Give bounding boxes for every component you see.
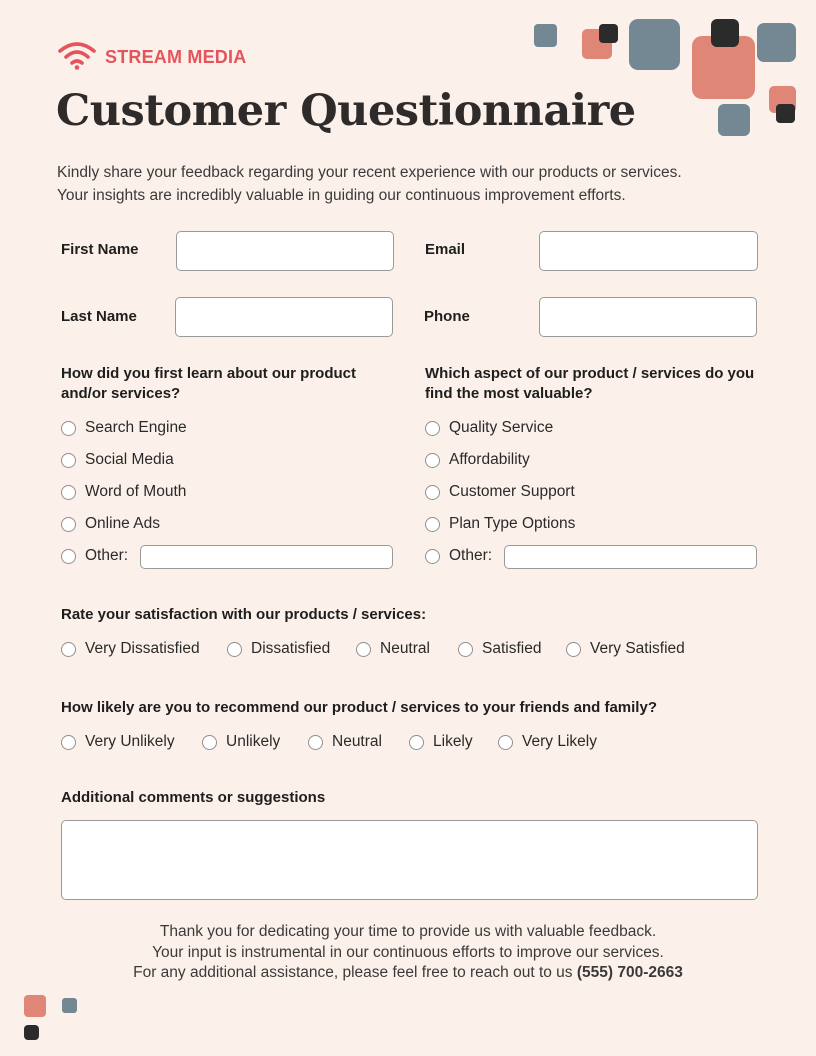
deco-square (757, 23, 796, 62)
footer-line: Thank you for dedicating your time to provide us with valuable feedback. (159, 923, 657, 940)
phone-label: Phone (424, 308, 470, 325)
footer-line: Your input is instrumental in our continuous efforts to improve our services. (152, 943, 664, 961)
radio-button[interactable] (61, 642, 76, 657)
satisfaction-option[interactable] (227, 640, 330, 658)
aspect-option[interactable] (425, 451, 530, 469)
aspect-option[interactable] (425, 419, 553, 437)
radio-button[interactable] (566, 642, 581, 657)
learn-other-field[interactable] (140, 545, 393, 569)
radio-button[interactable] (202, 735, 217, 750)
learn-option[interactable] (61, 419, 187, 437)
radio-button[interactable] (61, 735, 76, 750)
satisfaction-option[interactable] (458, 640, 541, 658)
option-label: Quality Service (449, 419, 554, 436)
option-label: Dissatisfied (251, 640, 331, 657)
wifi-icon (57, 40, 97, 75)
radio-button[interactable] (425, 549, 440, 564)
learn-option[interactable] (61, 451, 174, 469)
email-field[interactable] (539, 231, 758, 271)
last-name-field[interactable] (175, 297, 393, 337)
deco-square (62, 998, 77, 1013)
first-name-field[interactable] (176, 231, 394, 271)
option-label: Satisfied (482, 640, 542, 657)
option-label: Social Media (85, 451, 174, 468)
first-name-label: First Name (61, 241, 139, 258)
radio-button[interactable] (356, 642, 371, 657)
brand-name: STREAM MEDIA (105, 47, 247, 67)
deco-square (776, 104, 795, 123)
footer-text (0, 922, 816, 984)
intro-line: Your insights are incredibly valuable in guiding our continuous improvement efforts. (57, 187, 626, 204)
radio-button[interactable] (425, 517, 440, 532)
recommend-option[interactable] (409, 733, 473, 751)
radio-button[interactable] (61, 421, 76, 436)
radio-button[interactable] (61, 485, 76, 500)
aspect-option[interactable] (425, 483, 575, 501)
deco-square (534, 24, 557, 47)
radio-button[interactable] (227, 642, 242, 657)
option-label: Plan Type Options (449, 515, 576, 532)
radio-button[interactable] (458, 642, 473, 657)
option-label: Very Satisfied (590, 640, 685, 657)
deco-square (718, 104, 750, 136)
brand-logo (57, 40, 246, 75)
recommend-option[interactable] (61, 733, 175, 751)
aspect-option[interactable] (425, 515, 575, 533)
deco-square (599, 24, 618, 43)
last-name-label: Last Name (61, 308, 137, 325)
recommend-question: How likely are you to recommend our product / services to your friends and family? (61, 699, 657, 716)
satisfaction-option[interactable] (61, 640, 200, 658)
footer-phone: (555) 700-2663 (576, 964, 683, 981)
radio-button[interactable] (61, 453, 76, 468)
phone-field[interactable] (539, 297, 757, 337)
aspect-option-other[interactable] (425, 547, 492, 565)
option-label: Neutral (380, 640, 430, 657)
radio-button[interactable] (425, 485, 440, 500)
radio-button[interactable] (308, 735, 323, 750)
option-label: Neutral (332, 733, 382, 750)
deco-square (24, 1025, 39, 1040)
learn-option[interactable] (61, 515, 160, 533)
option-label: Other: (85, 547, 129, 564)
option-label: Likely (433, 733, 473, 750)
deco-square (24, 995, 46, 1017)
option-label: Word of Mouth (85, 483, 187, 500)
option-label: Very Unlikely (85, 733, 175, 750)
recommend-option[interactable] (308, 733, 382, 751)
intro-line: Kindly share your feedback regarding your recent experience with our products or services. (57, 164, 682, 181)
intro-text (57, 161, 777, 207)
option-label: Affordability (449, 451, 530, 468)
comments-label: Additional comments or suggestions (61, 789, 326, 806)
radio-button[interactable] (498, 735, 513, 750)
aspect-other-field[interactable] (504, 545, 757, 569)
option-label: Customer Support (449, 483, 575, 500)
option-label: Other: (449, 547, 493, 564)
learn-question: How did you first learn about our product and/or services? (61, 365, 356, 402)
option-label: Search Engine (85, 419, 187, 436)
radio-button[interactable] (61, 549, 76, 564)
footer-line (0, 963, 816, 984)
aspect-question: Which aspect of our product / services do you find the most valuable? (425, 365, 755, 402)
radio-button[interactable] (425, 453, 440, 468)
radio-button[interactable] (409, 735, 424, 750)
learn-option-other[interactable] (61, 547, 128, 565)
option-label: Unlikely (226, 733, 281, 750)
email-label: Email (425, 241, 466, 258)
recommend-option[interactable] (498, 733, 597, 751)
page-title: Customer Questionnaire (56, 86, 636, 136)
learn-option[interactable] (61, 483, 186, 501)
recommend-option[interactable] (202, 733, 280, 751)
deco-square (711, 19, 739, 47)
satisfaction-option[interactable] (356, 640, 430, 658)
comments-textarea[interactable] (61, 820, 758, 900)
radio-button[interactable] (425, 421, 440, 436)
satisfaction-question: Rate your satisfaction with our products / services: (61, 606, 427, 623)
option-label: Online Ads (85, 515, 160, 532)
radio-button[interactable] (61, 517, 76, 532)
option-label: Very Dissatisfied (85, 640, 200, 657)
footer-contact-text: For any additional assistance, please feel free to reach out to us (133, 964, 573, 981)
option-label: Very Likely (522, 733, 597, 750)
satisfaction-option[interactable] (566, 640, 685, 658)
deco-square (629, 19, 680, 70)
